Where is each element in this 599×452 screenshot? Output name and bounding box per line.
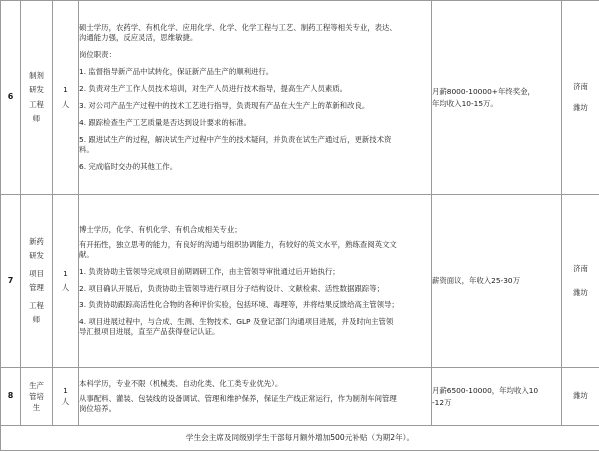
headcount-number: 1 [63,85,68,95]
duty-item: 2. 负责对生产工作人员技术培训，对生产人员进行技术指导，提高生产人员素质。 [79,84,348,94]
job-title-line: 管培 [29,391,44,401]
job-title-line: 师 [32,113,41,123]
duty-item: 3. 负责协助跟踪高活性化合物的各种评价实验，包括环境、毒理等，并将结果反馈给高主管领导； [79,300,399,310]
job-title-line: 工程 [29,99,44,109]
job-title-line: 项目 [29,268,44,278]
duty-item: 导汇报项目进展，直至产品获得登记认证。 [79,327,220,337]
location-name: 济南 [573,82,588,92]
job-title-line: 新药 [29,236,44,246]
requirement-line: 本科学历，专业不限（机械类、自动化类、化工类专业优先）。 [79,379,283,389]
location-name: 潍坊 [573,288,588,297]
duty-item: 料。 [79,144,94,154]
work-location [562,1,599,195]
footer-row [1,426,599,451]
requirement-line: 硕士学历，农药学、有机化学、应用化学、化学、化学工程与工艺、制药工程等相关专业，表达、 [79,23,397,33]
headcount [53,1,79,195]
row-number: 8 [1,368,21,426]
location-name: 济南 [573,263,588,273]
salary [432,195,562,368]
job-title [21,1,53,195]
job-title-line: 师 [32,315,41,325]
job-requirements [79,1,432,195]
job-title-line: 研发 [29,250,44,260]
headcount-unit: 人 [61,396,70,406]
job-title [21,368,53,426]
requirement-line: 有开拓性，独立思考的能力，有良好的沟通与组织协调能力，有较好的英文水平，熟练查阅英文文 [79,239,397,249]
footer-note: 学生会主席及同级别学生干部每月额外增加500元补贴（为期2年）。 [1,426,599,451]
salary [432,368,562,426]
requirement-line: 岗位培养。 [79,403,116,413]
job-title [21,195,53,368]
location-name: 潍坊 [573,391,588,401]
duty-heading: 岗位职责： [79,50,116,60]
job-title-line: 工程 [29,301,44,311]
salary-line: 年均收入10-15万。 [432,98,498,108]
table-row [1,368,599,426]
work-location [562,368,599,426]
job-title-line: 研发 [29,85,44,95]
row-number: 6 [1,1,21,195]
requirement-line: 从事配料、灌装、包装线的设备调试、管理和维护保养，保证生产线正常运行，作为制剂车间管理 [79,394,397,403]
requirement-line: 沟通能力强，反应灵活，思维敏捷。 [79,33,198,43]
requirement-line: 献。 [79,249,94,259]
salary [432,1,562,195]
job-requirements [79,195,432,368]
row-number: 7 [1,195,21,368]
salary-line: 薪资面议，年收入25-30万 [432,276,520,286]
duty-item: 1. 负责协助主管领导完成项目前期调研工作，由主管领导审批通过后开始执行； [79,266,340,276]
duty-item: 4. 跟踪检查生产工艺质量是否达到设计要求的标准。 [79,117,251,127]
job-requirements [79,368,432,426]
duty-item: 1. 监督指导新产品中试转化，保证新产品生产的顺利进行。 [79,67,274,77]
table-row [1,1,599,195]
headcount-number: 1 [63,386,68,396]
headcount [53,195,79,368]
salary-line: 月薪6500-10000，年均收入10 [432,385,539,395]
salary-line: -12万 [432,397,452,407]
salary-line: 月薪8000-10000+年终奖金， [432,86,535,96]
duty-item: 3. 对公司产品生产过程中的技术工艺进行指导，负责现有产品在大生产上的革新和改良。 [79,101,370,110]
job-title-line: 生产 [29,380,44,390]
location-name: 潍坊 [573,102,588,112]
requirement-line: 博士学历，化学、有机化学、有机合成相关专业； [79,224,242,234]
work-location [562,195,599,368]
job-title-line: 管理 [29,283,44,292]
table-row [1,195,599,368]
duty-item: 5. 跟进试生产的过程，解决试生产过程中产生的技术疑问，并负责在试生产通过后，更新技术资 [79,134,392,144]
headcount-unit: 人 [61,283,70,292]
duty-item: 6. 完成临时交办的其他工作。 [79,161,178,171]
headcount-number: 1 [63,268,68,278]
duty-item: 4. 项目进展过程中，与合成、生测、生物技术、GLP 及登记部门沟通项目进展，并及时向主管领 [79,317,394,327]
duty-item: 2. 项目确认开展后，负责协助主管领导进行项目分子结构设计、文献检索、活性数据跟踪等； [79,283,385,293]
headcount-unit: 人 [61,99,70,109]
headcount [53,368,79,426]
job-title-line: 生 [32,403,41,413]
job-title-line: 制剂 [29,71,44,81]
